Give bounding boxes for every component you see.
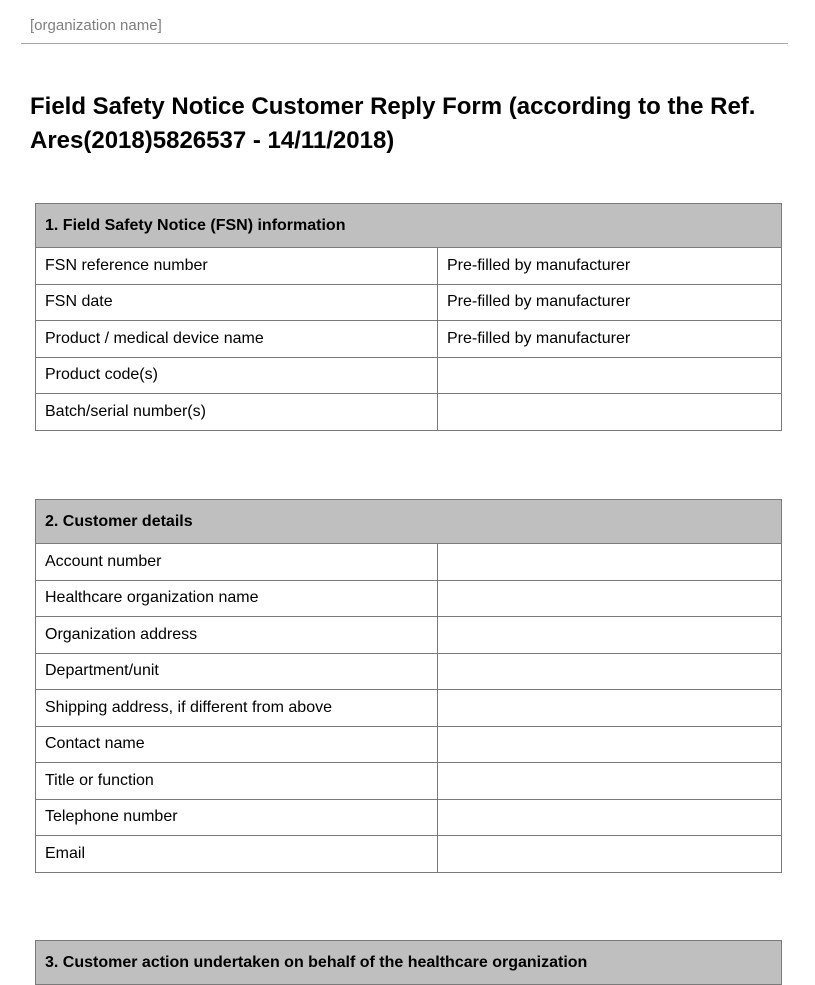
department-unit-field[interactable] <box>438 653 782 690</box>
table-row <box>36 763 782 800</box>
field-label: Department/unit <box>36 653 438 690</box>
field-label: Telephone number <box>36 799 438 836</box>
table-row <box>36 617 782 654</box>
contact-name-field[interactable] <box>438 726 782 763</box>
fsn-information-table <box>35 203 782 431</box>
table-row <box>36 248 782 285</box>
organization-address-field[interactable] <box>438 617 782 654</box>
table-row <box>36 580 782 617</box>
product-name-field[interactable]: Pre-filled by manufacturer <box>438 321 782 358</box>
table-row <box>36 394 782 431</box>
section-heading-fsn: 1. Field Safety Notice (FSN) information <box>36 204 782 248</box>
field-label: Email <box>36 836 438 873</box>
section-heading-action: 3. Customer action undertaken on behalf of the healthcare organization <box>36 941 782 985</box>
field-label: Contact name <box>36 726 438 763</box>
field-label: Healthcare organization name <box>36 580 438 617</box>
field-label: Account number <box>36 544 438 581</box>
document-title: Field Safety Notice Customer Reply Form (according to the Ref. Ares(2018)5826537 - 14/11/2018) <box>30 93 756 154</box>
healthcare-organization-name-field[interactable] <box>438 580 782 617</box>
title-or-function-field[interactable] <box>438 763 782 800</box>
field-label: Batch/serial number(s) <box>36 394 438 431</box>
field-label: Product code(s) <box>36 357 438 394</box>
table-row <box>36 357 782 394</box>
table-row <box>36 726 782 763</box>
table-row <box>36 836 782 873</box>
field-label: FSN reference number <box>36 248 438 285</box>
shipping-address-field[interactable] <box>438 690 782 727</box>
fsn-reference-number-field[interactable]: Pre-filled by manufacturer <box>438 248 782 285</box>
table-row <box>36 544 782 581</box>
product-code-field[interactable] <box>438 357 782 394</box>
table-row <box>36 321 782 358</box>
telephone-number-field[interactable] <box>438 799 782 836</box>
customer-action-table <box>35 940 782 985</box>
field-label: Organization address <box>36 617 438 654</box>
field-label: Product / medical device name <box>36 321 438 358</box>
field-label: Shipping address, if different from above <box>36 690 438 727</box>
customer-details-table <box>35 499 782 873</box>
organization-name-header: [organization name] <box>30 17 162 34</box>
header-divider <box>21 43 788 44</box>
section-heading-customer: 2. Customer details <box>36 500 782 544</box>
table-row <box>36 690 782 727</box>
table-row <box>36 284 782 321</box>
fsn-date-field[interactable]: Pre-filled by manufacturer <box>438 284 782 321</box>
account-number-field[interactable] <box>438 544 782 581</box>
field-label: Title or function <box>36 763 438 800</box>
table-row <box>36 653 782 690</box>
email-field[interactable] <box>438 836 782 873</box>
table-row <box>36 799 782 836</box>
batch-serial-number-field[interactable] <box>438 394 782 431</box>
field-label: FSN date <box>36 284 438 321</box>
